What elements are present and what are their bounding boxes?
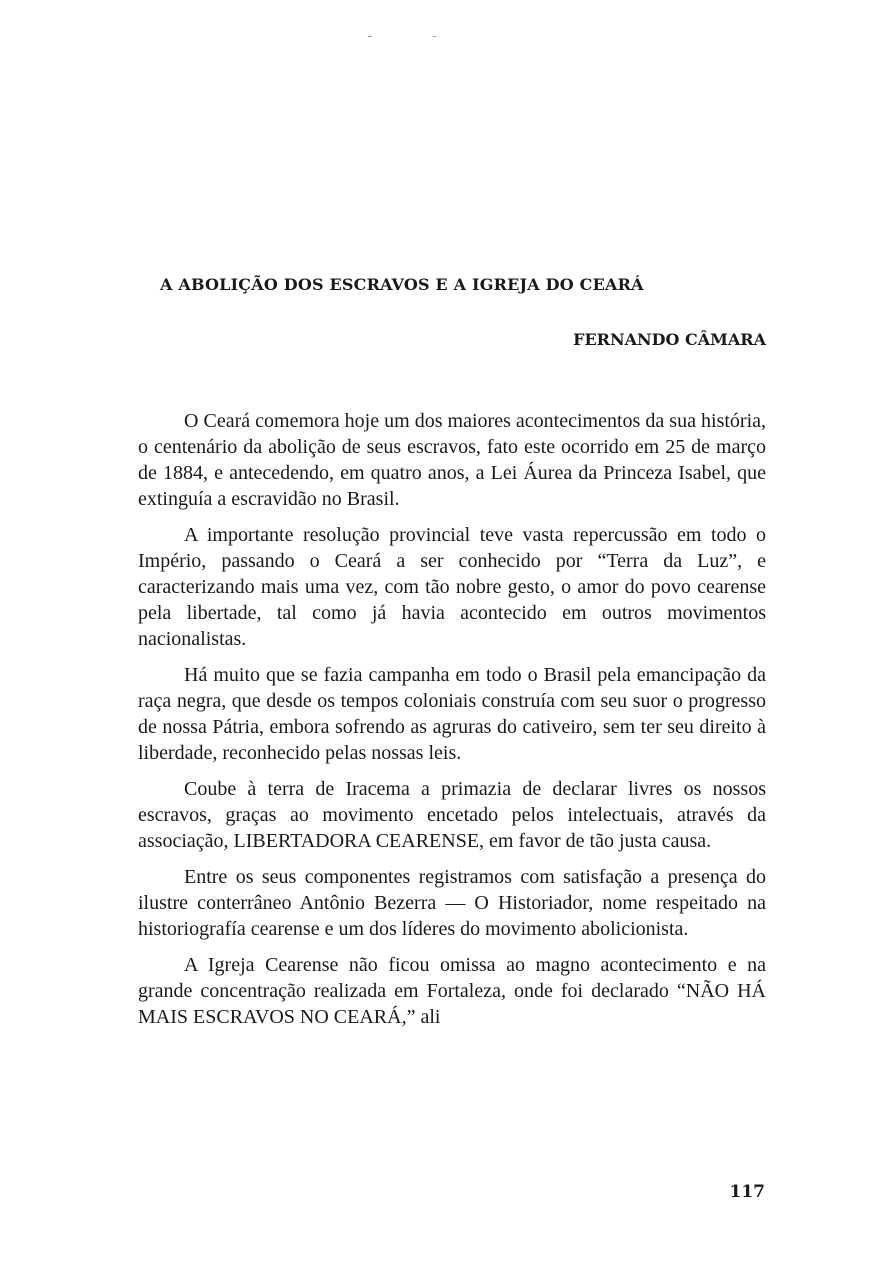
scan-speck [368, 36, 372, 37]
paragraph: Há muito que se fazia campanha em todo o Brasil pela emancipação da raça negra, que desde os tempos coloniais construía com seu suor o progresso de nossa Pátria, embora sofrendo as agruras do cativeiro, sem ter seu direito à liberdade, reconhecido pelas nossas leis. [138, 664, 766, 764]
article-author: FERNANDO CÂMARA [573, 330, 766, 349]
paragraph: Entre os seus componentes registramos com satisfação a presença do ilustre conterrâneo Antônio Bezerra — O Historiador, nome respeitado na historiografía cearense e um dos líderes do movimento abolicionista. [138, 866, 766, 940]
paragraph: A importante resolução provincial teve vasta repercussão em todo o Império, passando o Ceará a ser conhecido por “Terra da Luz”, e caracterizando mais uma vez, com tão nobre gesto, o amor do povo cearense pela libertade, tal como já havia acontecido em outros movimentos nacionalistas. [138, 524, 766, 650]
paragraph: O Ceará comemora hoje um dos maiores acontecimentos da sua história, o centenário da abolição de seus escravos, fato este ocorrido em 25 de março de 1884, e antecedendo, em quatro anos, a Lei Áurea da Princeza Isabel, que extinguía a escravidão no Brasil. [138, 410, 766, 510]
paragraph: A Igreja Cearense não ficou omissa ao magno acontecimento e na grande concentração realizada em Fortaleza, onde foi declarado “NÃO HÁ MAIS ESCRAVOS NO CEARÁ,” ali [138, 954, 766, 1028]
paragraph: Coube à terra de Iracema a primazia de declarar livres os nossos escravos, graças ao movimento encetado pelos intelectuais, através da associação, LIBERTADORA CEARENSE, em favor de tão justa causa. [138, 778, 766, 852]
page-number: 117 [729, 1182, 765, 1202]
scan-speck [433, 36, 436, 37]
article-body [138, 408, 766, 1040]
article-title: A ABOLIÇÃO DOS ESCRAVOS E A IGREJA DO CEARÁ [160, 275, 644, 294]
